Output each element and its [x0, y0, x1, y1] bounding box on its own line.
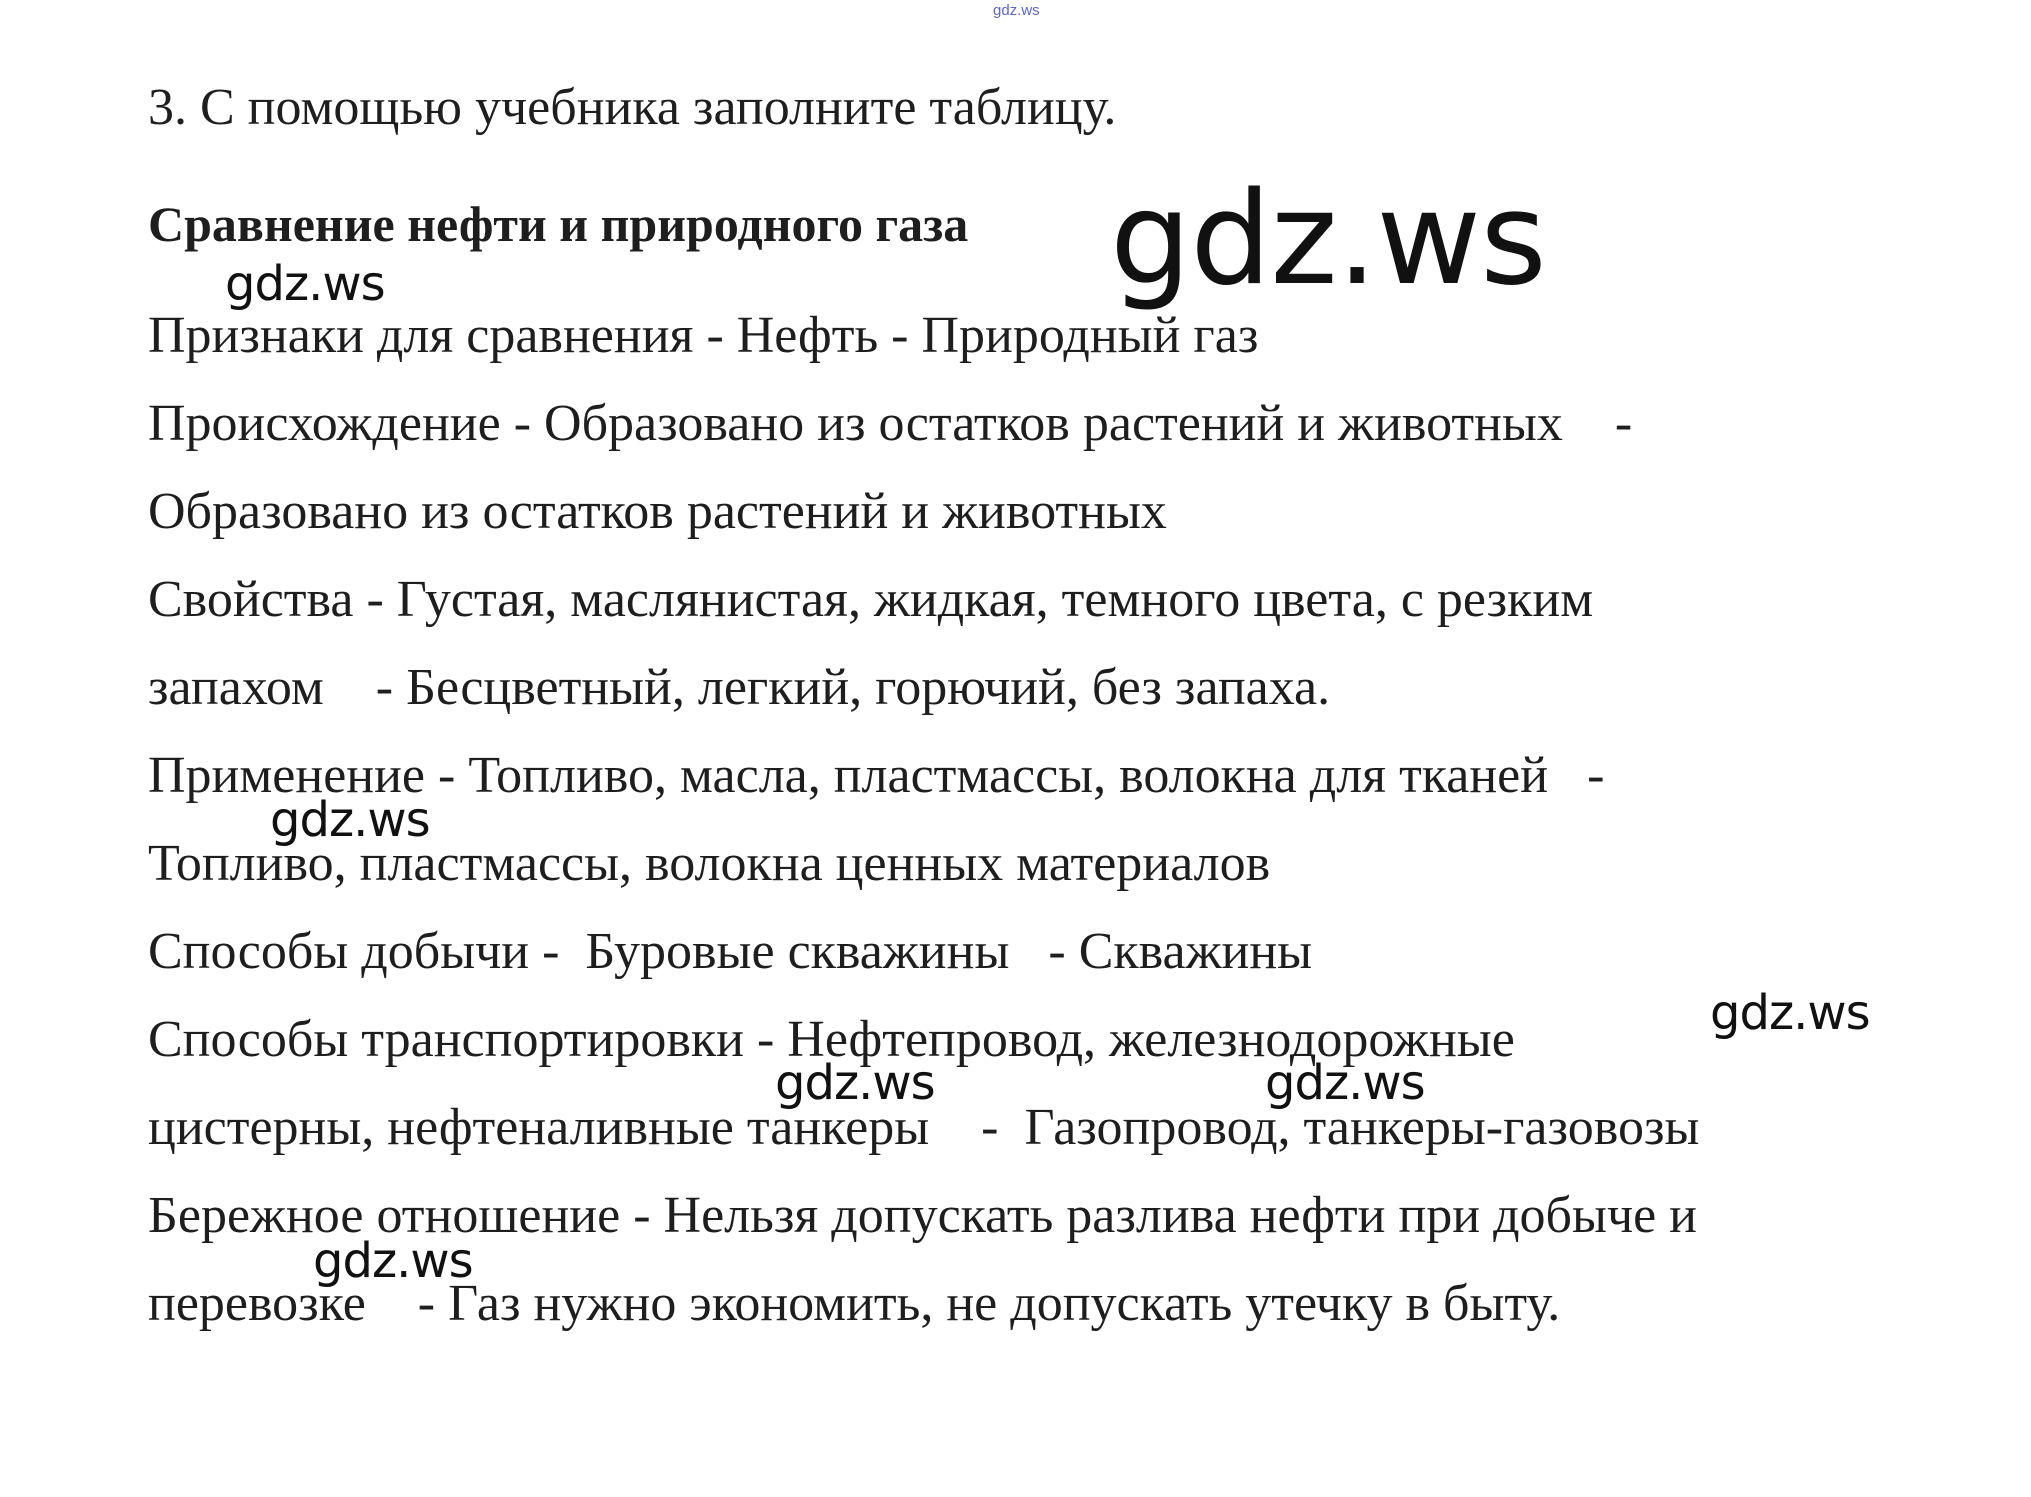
text-line: запахом - Бесцветный, легкий, горючий, без запаха.: [148, 659, 1331, 716]
text-line: Образовано из остатков растений и животных: [148, 483, 1167, 540]
watermark: gdz.ws: [313, 1233, 473, 1289]
table-heading: Сравнение нефти и природного газа: [148, 196, 969, 252]
text-line: Происхождение - Образовано из остатков растений и животных -: [148, 395, 1633, 452]
watermark: gdz.ws: [775, 1055, 935, 1111]
text-line: Свойства - Густая, маслянистая, жидкая, темного цвета, с резким: [148, 571, 1594, 628]
text-line: цистерны, нефтеналивные танкеры - Газопровод, танкеры-газовозы: [148, 1099, 1700, 1156]
text-line: Топливо, пластмассы, волокна ценных материалов: [148, 835, 1271, 892]
text-line: Способы добычи - Буровые скважины - Скважины: [148, 923, 1313, 980]
site-mark: gdz.ws: [993, 2, 1040, 19]
watermark: gdz.ws: [1110, 165, 1546, 314]
watermark: gdz.ws: [270, 792, 430, 848]
text-line: перевозке - Газ нужно экономить, не допускать утечку в быту.: [148, 1275, 1561, 1332]
watermark: gdz.ws: [1710, 985, 1870, 1041]
watermark: gdz.ws: [225, 256, 385, 312]
text-line: Бережное отношение - Нельзя допускать разлива нефти при добыче и: [148, 1187, 1698, 1244]
task-title: 3. С помощью учебника заполните таблицу.: [148, 79, 1117, 136]
text-line: Способы транспортировки - Нефтепровод, железнодорожные: [148, 1011, 1515, 1068]
text-line: Признаки для сравнения - Нефть - Природный газ: [148, 307, 1259, 364]
watermark: gdz.ws: [1265, 1055, 1425, 1111]
text-line: Применение - Топливо, масла, пластмассы, волокна для тканей -: [148, 747, 1605, 804]
